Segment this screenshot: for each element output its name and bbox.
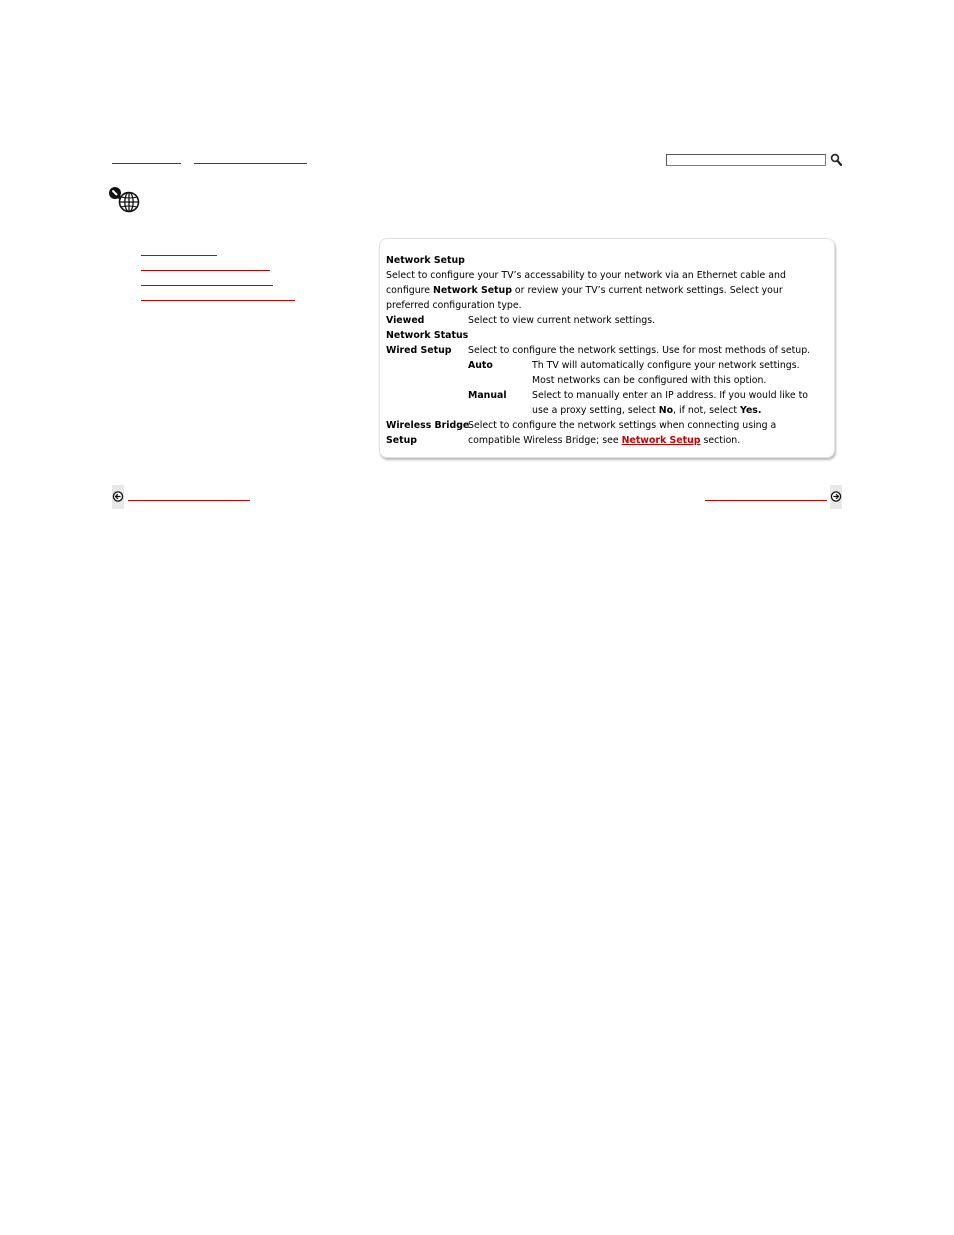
menu-link-4[interactable] [141,300,295,301]
viewed-row [386,313,826,328]
intro-line-2: configure Network Setup or review your TV’s current network settings. Select your [386,285,783,296]
viewed-desc: Select to view current network settings. [468,315,656,326]
search-input[interactable] [666,154,826,166]
next-page-button[interactable] [830,485,842,509]
arrow-left-icon [112,485,124,509]
network-status-label: Network Status [386,330,469,341]
wired-setup-label: Wired Setup [386,345,452,356]
network-status-row [386,328,826,343]
auto-desc-2: Most networks can be configured with this option. [532,375,767,386]
auto-desc-1: Th TV will automatically configure your network settings. [532,360,800,371]
network-setup-link[interactable]: Network Setup [621,435,701,446]
breadcrumb-link-2[interactable] [194,163,307,164]
manual-desc-1: Select to manually enter an IP address. If you would like to [532,390,808,401]
intro-line-3: preferred configuration type. [386,300,522,311]
wireless-bridge-desc-2: compatible Wireless Bridge; see Network Setup section. [468,435,741,446]
manual-label: Manual [468,390,507,401]
wireless-bridge-row-2 [386,433,826,448]
section-heading: Network Setup [386,255,465,266]
prev-page-link[interactable] [128,500,250,501]
prev-page-button[interactable] [112,485,124,509]
manual-desc-2: use a proxy setting, select No, if not, select Yes. [532,405,762,416]
wireless-bridge-desc-1: Select to configure the network settings when connecting using a [468,420,777,431]
menu-link-3[interactable] [141,285,273,286]
content-panel [379,238,835,458]
menu-link-2[interactable] [141,270,270,271]
tools-globe-icon [107,185,143,213]
wired-setup-desc: Select to configure the network settings. Use for most methods of setup. [468,345,811,356]
search-icon[interactable] [830,153,842,166]
auto-label: Auto [468,360,493,371]
content-text [386,253,826,448]
menu-link-1[interactable] [141,255,217,256]
wireless-bridge-label-1: Wireless Bridge [386,420,470,431]
viewed-label: Viewed [386,315,425,326]
manual-row [386,388,826,418]
arrow-right-icon [830,485,842,509]
breadcrumb-link-1[interactable] [112,163,181,164]
wired-setup-row [386,343,826,358]
wireless-bridge-label-2: Setup [386,435,417,446]
next-page-link[interactable] [705,500,827,501]
wireless-bridge-row [386,418,826,433]
intro-line-1: Select to configure your TV’s accessability to your network via an Ethernet cable and [386,270,786,281]
auto-row [386,358,826,388]
